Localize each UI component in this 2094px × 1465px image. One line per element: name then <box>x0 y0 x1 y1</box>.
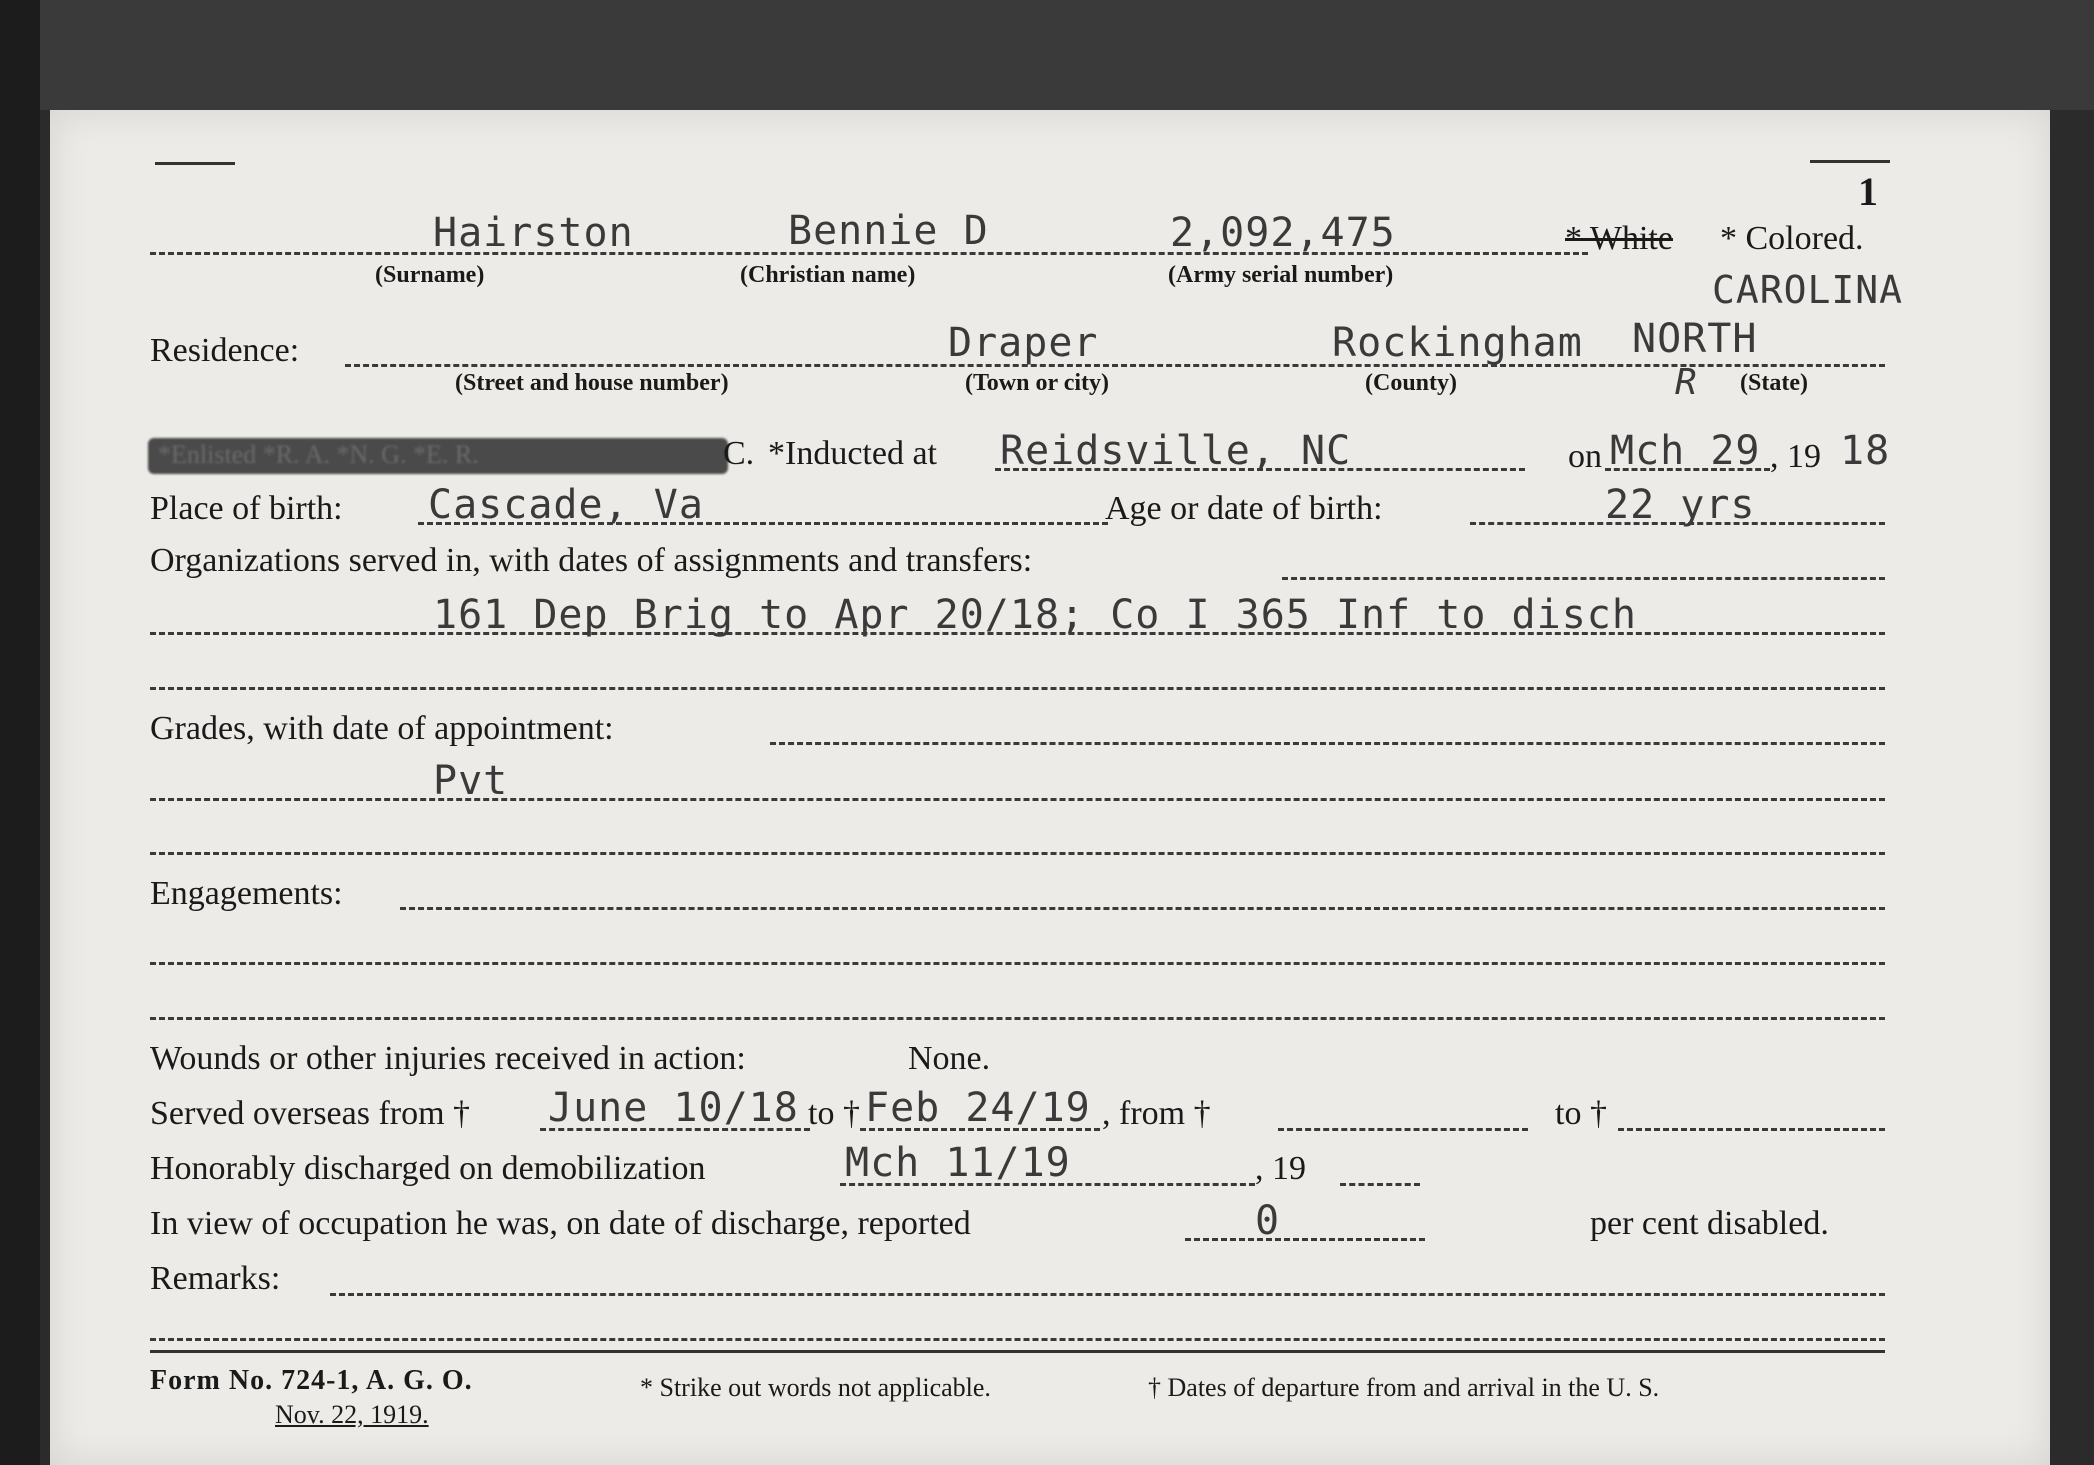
disabled-label: per cent disabled. <box>1590 1205 1829 1242</box>
town-caption: (Town or city) <box>965 370 1109 396</box>
footnote-strike-out: * Strike out words not applicable. <box>640 1373 991 1402</box>
year-prefix: , 19 <box>1770 438 1821 475</box>
second-from-line <box>1278 1128 1528 1131</box>
race-white-text: * White <box>1565 220 1673 257</box>
serial-number-value: 2,092,475 <box>1170 210 1396 256</box>
christian-name-caption: (Christian name) <box>740 262 916 288</box>
enlisted-redacted-text: *Enlisted *R. A. *N. G. *E. R. <box>158 440 479 469</box>
serial-caption: (Army serial number) <box>1168 262 1394 288</box>
residence-line <box>345 364 1885 367</box>
enlisted-c: C. <box>723 435 755 472</box>
state-correction: R <box>1675 362 1698 403</box>
remarks-line-1 <box>330 1293 1885 1296</box>
second-to-line <box>1618 1128 1885 1131</box>
county-value: Rockingham <box>1332 320 1583 366</box>
remarks-label: Remarks: <box>150 1260 281 1297</box>
service-record-card <box>50 110 2050 1465</box>
organizations-value: 161 Dep Brig to Apr 20/18; Co I 365 Inf to disch <box>433 592 1637 638</box>
residence-label: Residence: <box>150 332 300 369</box>
discharge-year-prefix: , 19 <box>1255 1150 1306 1187</box>
race-white-label <box>1565 220 1673 258</box>
form-date: Nov. 22, 1919. <box>275 1400 429 1429</box>
overseas-to-value: Feb 24/19 <box>865 1085 1091 1131</box>
discharge-date-value: Mch 11/19 <box>845 1140 1071 1186</box>
second-from-label: , from † <box>1102 1095 1211 1132</box>
disability-value: 0 <box>1255 1198 1281 1244</box>
on-label: on <box>1568 438 1602 475</box>
birth-place-label: Place of birth: <box>150 490 343 527</box>
inducted-date-value: Mch 29 <box>1610 428 1761 474</box>
inducted-label: *Inducted at <box>768 435 937 472</box>
engagements-line-2 <box>150 962 1885 965</box>
inducted-year-value: 18 <box>1840 428 1891 474</box>
grades-label: Grades, with date of appointment: <box>150 710 614 747</box>
enlisted-redaction <box>148 438 728 474</box>
engagements-label: Engagements: <box>150 875 343 912</box>
footnote-dates: † Dates of departure from and arrival in the U. S. <box>1148 1373 1660 1402</box>
overseas-label: Served overseas from † <box>150 1095 471 1132</box>
inducted-at-value: Reidsville, NC <box>1000 428 1352 474</box>
background-left <box>0 0 40 1465</box>
town-value: Draper <box>948 320 1099 366</box>
second-to-label: to † <box>1555 1095 1607 1132</box>
county-caption: (County) <box>1365 370 1458 396</box>
top-right-rule <box>1810 160 1890 163</box>
birth-place-value: Cascade, Va <box>428 482 704 528</box>
organizations-line-1 <box>1282 577 1885 580</box>
grades-value: Pvt <box>433 758 509 804</box>
grades-line-1 <box>770 742 1885 745</box>
engagements-line-1 <box>400 907 1885 910</box>
remarks-line-2 <box>150 1338 1885 1341</box>
organizations-line-3 <box>150 687 1885 690</box>
overseas-to-dagger: to † <box>808 1095 860 1132</box>
disability-line <box>1185 1238 1425 1241</box>
discharged-label: Honorably discharged on demobilization <box>150 1150 706 1187</box>
street-caption: (Street and house number) <box>455 370 729 396</box>
organizations-label: Organizations served in, with dates of assignments and transfers: <box>150 542 1033 579</box>
occupation-label: In view of occupation he was, on date of discharge, reported <box>150 1205 971 1242</box>
race-colored-label: * Colored. <box>1720 220 1864 257</box>
card-number: 1 <box>1858 169 1878 214</box>
background-top <box>0 0 2094 110</box>
grades-line-2 <box>150 798 1885 801</box>
christian-name-value: Bennie D <box>788 208 989 254</box>
age-value: 22 yrs <box>1605 482 1756 528</box>
footer-rule <box>150 1350 1885 1353</box>
age-label: Age or date of birth: <box>1105 490 1383 527</box>
discharge-year-line <box>1340 1183 1420 1186</box>
form-number: Form No. 724-1, A. G. O. <box>150 1365 473 1396</box>
grades-line-3 <box>150 852 1885 855</box>
state-stamp: CAROLINA <box>1712 268 1904 312</box>
surname-value: Hairston <box>433 210 634 256</box>
top-left-rule <box>155 162 235 165</box>
overseas-from-value: June 10/18 <box>548 1085 799 1131</box>
surname-caption: (Surname) <box>375 262 485 288</box>
wounds-label: Wounds or other injuries received in action: <box>150 1040 746 1077</box>
wounds-value: None. <box>908 1040 991 1077</box>
state-value: NORTH <box>1632 316 1758 362</box>
engagements-line-3 <box>150 1017 1885 1020</box>
state-caption: (State) <box>1740 370 1808 396</box>
